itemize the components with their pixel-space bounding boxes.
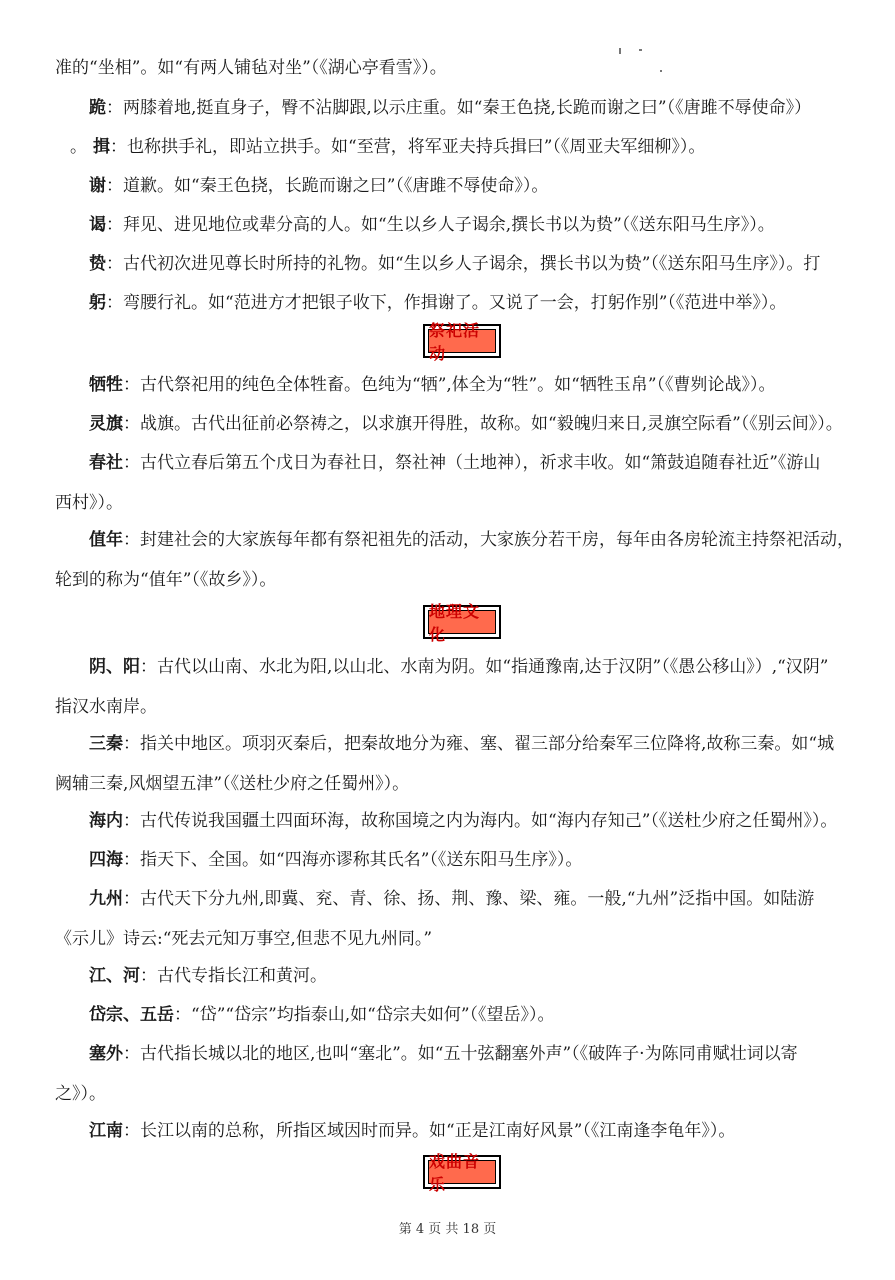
term: 谢 xyxy=(89,176,106,196)
section-heading xyxy=(423,321,501,363)
paragraph xyxy=(55,88,845,128)
paragraph xyxy=(55,166,845,206)
term: 塞外 xyxy=(89,1044,123,1064)
paragraph xyxy=(55,840,845,880)
paragraph-text: ：两膝着地,挺直身子，臀不沾脚跟,以示庄重。如“秦王色挠,长跪而谢之曰”（《唐雎不辱使命》） xyxy=(106,98,812,118)
page-footer: 第 4 页 共 18 页 xyxy=(398,1222,497,1237)
paragraph-text: ：战旗。古代出征前必祭祷之，以求旗开得胜，故称。如“毅魄归来日,灵旗空际看”（《别云间》）。 xyxy=(123,414,843,434)
paragraph-text: ：长江以南的总称，所指区域因时而异。如“正是江南好风景”（《江南逢李龟年》）。 xyxy=(123,1121,736,1141)
paragraph xyxy=(55,520,854,600)
paragraph-continuation: 阙辅三秦,风烟望五津”（《送杜少府之任蜀州》）。 xyxy=(55,774,410,794)
paragraph-text: ：古代指长城以北的地区,也叫“塞北”。如“五十弦翻塞外声”（《破阵子·为陈同甫赋壮词以寄 xyxy=(123,1044,798,1064)
section-heading xyxy=(423,1152,501,1194)
paragraph xyxy=(55,879,845,959)
paragraph-text: ：道歉。如“秦王色挠，长跪而谢之曰”（《唐雎不辱使命》）。 xyxy=(106,176,549,196)
paragraph xyxy=(55,647,845,727)
paragraph-continuation: 西村》）。 xyxy=(55,493,123,513)
paragraph xyxy=(55,995,845,1035)
paragraph-text: ：封建社会的大家族每年都有祭祀祖先的活动，大家族分若干房，每年由各房轮流主持祭祀活动， xyxy=(123,530,854,550)
paragraph-text: ：拜见、进见地位或辈分高的人。如“生以乡人子谒余,撰长书以为贽”（《送东阳马生序》）。 xyxy=(106,215,775,235)
paragraph-text: ：指天下、全国。如“四海亦谬称其氏名”（《送东阳马生序》）。 xyxy=(123,850,583,870)
term: 四海 xyxy=(89,850,123,870)
term: 春社 xyxy=(89,453,123,473)
paragraph-text: ：古代祭祀用的纯色全体牲畜。色纯为“牺”,体全为“牲”。如“牺牲玉帛”（《曹刿论战》）。 xyxy=(123,375,776,395)
term: 海内 xyxy=(89,811,123,831)
paragraph-text: ：“岱”“岱宗”均指泰山,如“岱宗夫如何”（《望岳》）。 xyxy=(174,1005,555,1025)
paragraph xyxy=(55,724,845,804)
section-heading xyxy=(423,602,501,644)
section-heading-label: 戏曲音乐 xyxy=(428,1160,496,1184)
term: 岱宗、五岳 xyxy=(89,1005,174,1025)
leading-punctuation: 。 xyxy=(70,137,87,157)
term: 九州 xyxy=(89,889,123,909)
paragraph xyxy=(55,1111,845,1151)
paragraph xyxy=(55,365,845,405)
paragraph-text: ：古代专指长江和黄河。 xyxy=(140,966,327,986)
paragraph xyxy=(55,1034,845,1114)
term: 阴、阳 xyxy=(89,657,140,677)
paragraph xyxy=(55,801,845,841)
term: 灵旗 xyxy=(89,414,123,434)
paragraph xyxy=(55,205,845,245)
paragraph-text: ：也称拱手礼，即站立拱手。如“至营，将军亚夫持兵揖曰”（《周亚夫军细柳》）。 xyxy=(110,137,706,157)
section-heading-label: 地理文化 xyxy=(428,610,496,634)
paragraph-text: 准的“坐相”。如“有两人铺毡对坐”（《湖心亭看雪》）。 xyxy=(55,58,447,78)
paragraph-text: ：古代天下分九州,即冀、兖、青、徐、扬、荆、豫、梁、雍。一般,“九州”泛指中国。如陆游 xyxy=(123,889,815,909)
term: 揖 xyxy=(93,137,110,157)
term: 江南 xyxy=(89,1121,123,1141)
paragraph xyxy=(55,48,845,88)
term: 三秦 xyxy=(89,734,123,754)
paragraph xyxy=(55,956,845,996)
paragraph-text: ：指关中地区。项羽灭秦后，把秦故地分为雍、塞、翟三部分给秦军三位降将,故称三秦。如“城 xyxy=(123,734,835,754)
paragraph-continuation: 之》）。 xyxy=(55,1084,106,1104)
paragraph xyxy=(70,127,860,167)
paragraph-continuation: 轮到的称为“值年”（《故乡》）。 xyxy=(55,570,277,590)
paragraph-text: ：古代初次进见尊长时所持的礼物。如“生以乡人子谒余，撰长书以为贽”（《送东阳马生序》）。打 xyxy=(106,254,821,274)
paragraph-text: ：古代传说我国疆土四面环海，故称国境之内为海内。如“海内存知己”（《送杜少府之任蜀州》）。 xyxy=(123,811,838,831)
paragraph-text: ：古代立春后第五个戊日为春社日，祭社神（土地神），祈求丰收。如“箫鼓追随春社近”《游山 xyxy=(123,453,821,473)
paragraph-continuation: 《示儿》诗云:“死去元知万事空,但悲不见九州同。” xyxy=(55,929,433,949)
paragraph xyxy=(55,443,845,523)
paragraph xyxy=(55,283,845,323)
term: 跪 xyxy=(89,98,106,118)
term: 牺牲 xyxy=(89,375,123,395)
paragraph-continuation: 指汉水南岸。 xyxy=(55,697,157,717)
section-heading-label: 祭祀活动 xyxy=(428,329,496,353)
paragraph-text: ：古代以山南、水北为阳,以山北、水南为阴。如“指通豫南,达于汉阴”（《愚公移山》）,“汉阴” xyxy=(140,657,829,677)
term: 江、河 xyxy=(89,966,140,986)
paragraph xyxy=(55,404,845,444)
term: 谒 xyxy=(89,215,106,235)
term: 值年 xyxy=(89,530,123,550)
paragraph-text: ：弯腰行礼。如“范进方才把银子收下，作揖谢了。又说了一会，打躬作别”（《范进中举》）。 xyxy=(106,293,787,313)
term: 贽 xyxy=(89,254,106,274)
term: 躬 xyxy=(89,293,106,313)
paragraph xyxy=(55,244,845,284)
